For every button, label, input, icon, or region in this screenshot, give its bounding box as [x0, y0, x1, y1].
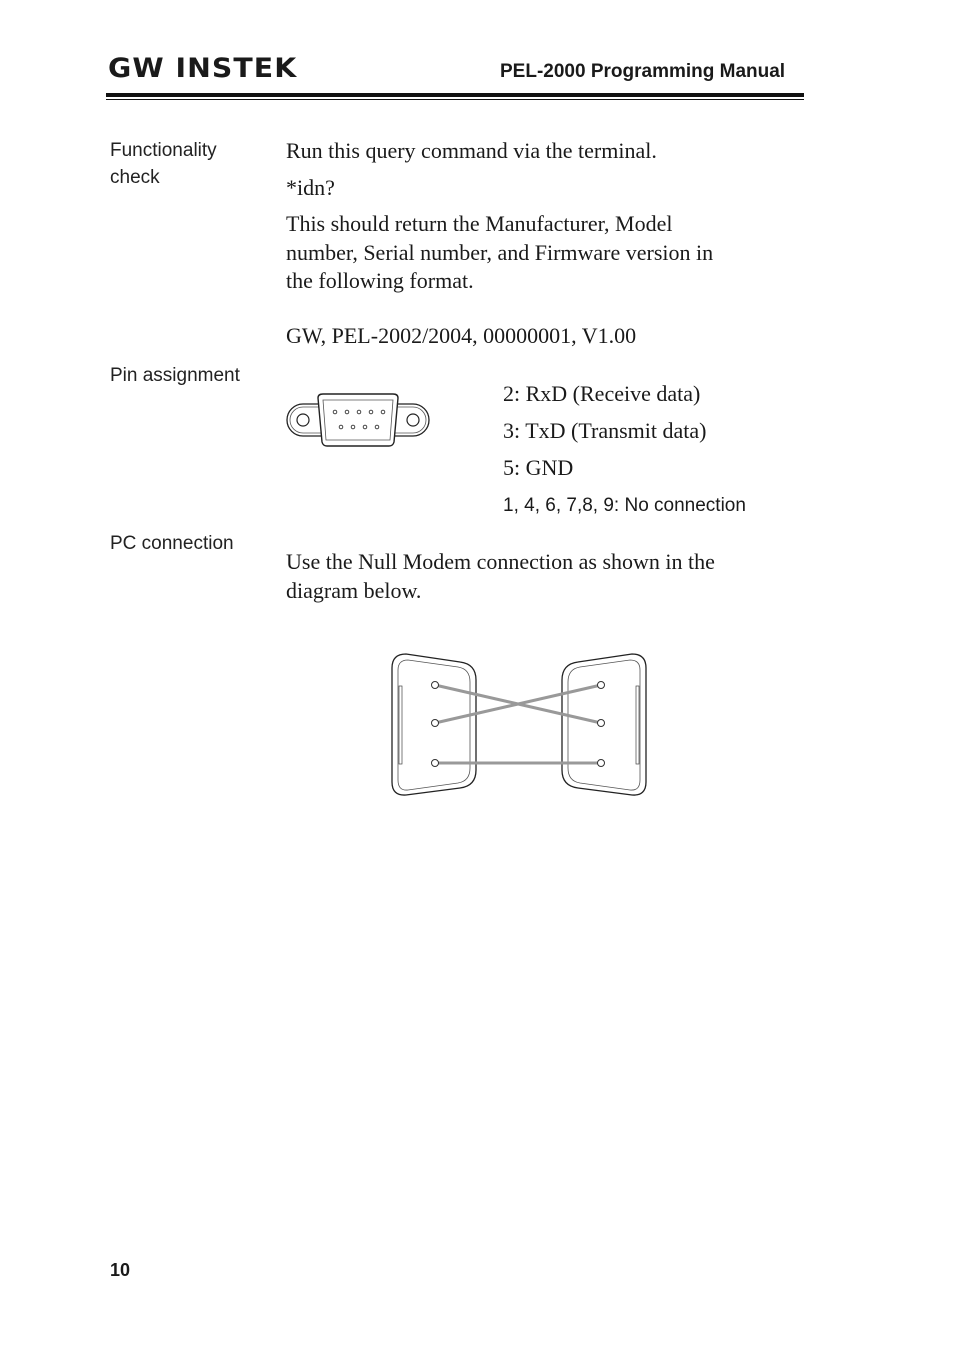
pin-2-rxd: 2: RxD (Receive data) [503, 381, 701, 406]
pc-connection-line2: diagram below. [286, 577, 422, 603]
functionality-description-line2: number, Serial number, and Firmware version in [286, 239, 714, 265]
null-modem-diagram [390, 652, 648, 798]
functionality-check-label [110, 137, 217, 191]
functionality-description [286, 210, 713, 296]
pin-assignment-label: Pin assignment [110, 365, 240, 386]
brand-logo: GW INSTEK [108, 53, 298, 84]
pin-list [503, 380, 707, 483]
db9-connector-icon [286, 390, 430, 450]
functionality-description-line1: This should return the Manufacturer, Model [286, 211, 673, 236]
pin-3-txd: 3: TxD (Transmit data) [503, 418, 707, 443]
functionality-label-line1: Functionality [110, 140, 217, 161]
pc-connection-label: PC connection [110, 533, 234, 554]
page-number: 10 [110, 1260, 131, 1280]
manual-title: PEL-2000 Programming Manual [500, 61, 786, 82]
no-connection-pins: 1, 4, 6, 7,8, 9: No connection [503, 495, 746, 516]
pin-5-gnd: 5: GND [503, 455, 574, 480]
pc-connection-line1: Use the Null Modem connection as shown in the [286, 549, 715, 574]
functionality-label-line2: check [110, 167, 160, 188]
header-rule-thin [106, 99, 804, 100]
example-output: GW, PEL-2002/2004, 00000001, V1.00 [286, 323, 637, 348]
pc-connection-description [286, 548, 715, 605]
idn-command: *idn? [286, 175, 335, 200]
header-rule-thick [106, 93, 804, 97]
functionality-description-line3: the following format. [286, 268, 474, 293]
functionality-instruction: Run this query command via the terminal. [286, 138, 657, 163]
